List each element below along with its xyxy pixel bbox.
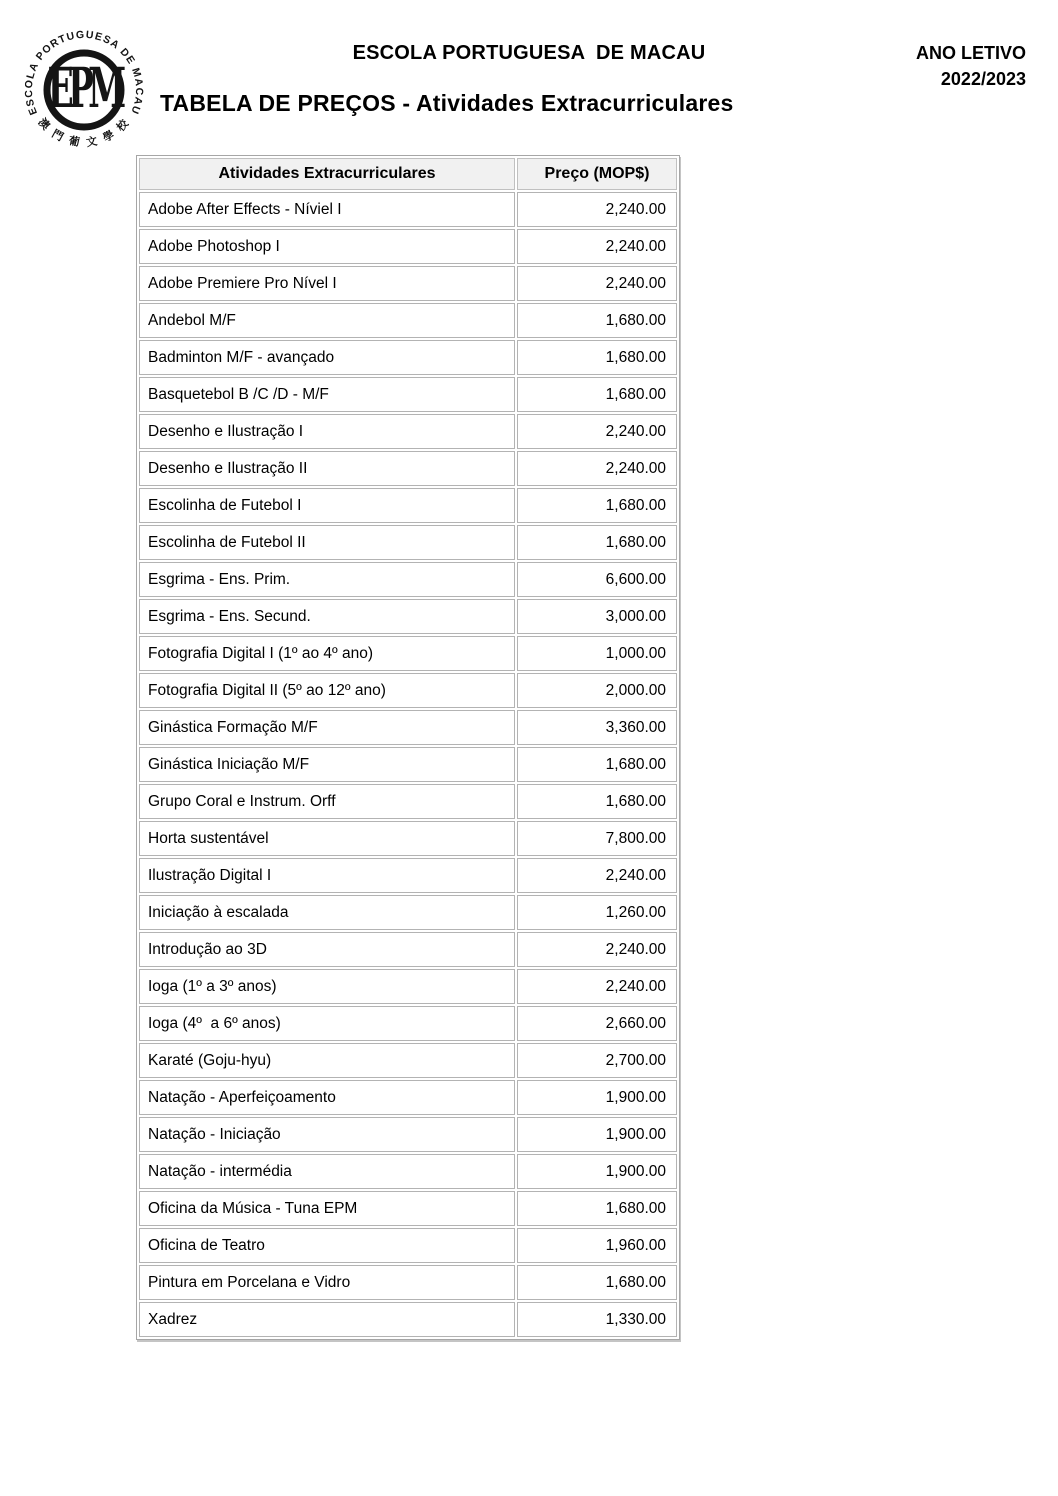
price-cell: 1,680.00 <box>517 340 677 375</box>
header-row <box>139 158 677 190</box>
table-row <box>139 1265 677 1300</box>
seal-arc-text: ESCOLA PORTUGUESA DE MACAU <box>22 28 146 117</box>
price-cell: 2,240.00 <box>517 932 677 967</box>
activity-cell: Esgrima - Ens. Prim. <box>139 562 515 597</box>
activity-cell: Ginástica Formação M/F <box>139 710 515 745</box>
price-cell: 2,000.00 <box>517 673 677 708</box>
price-cell: 1,680.00 <box>517 1191 677 1226</box>
price-cell: 1,680.00 <box>517 488 677 523</box>
price-cell: 1,680.00 <box>517 1265 677 1300</box>
price-table <box>136 155 680 1340</box>
table-row <box>139 1006 677 1041</box>
column-header-price: Preço (MOP$) <box>517 158 677 190</box>
school-year-label: ANO LETIVO <box>915 43 1026 63</box>
table-row <box>139 673 677 708</box>
table-row <box>139 303 677 338</box>
activity-cell: Adobe Photoshop I <box>139 229 515 264</box>
table-row <box>139 1302 677 1337</box>
price-cell: 2,240.00 <box>517 192 677 227</box>
table-row <box>139 488 677 523</box>
activity-cell: Adobe Premiere Pro Nível I <box>139 266 515 301</box>
activity-cell: Natação - intermédia <box>139 1154 515 1189</box>
table-row <box>139 1191 677 1226</box>
school-year-value: 2022/2023 <box>940 69 1026 89</box>
price-cell: 1,900.00 <box>517 1080 677 1115</box>
table-row <box>139 599 677 634</box>
table-row <box>139 932 677 967</box>
table-row <box>139 784 677 819</box>
price-cell: 7,800.00 <box>517 821 677 856</box>
price-cell: 2,240.00 <box>517 969 677 1004</box>
table-row <box>139 525 677 560</box>
activity-cell: Oficina da Música - Tuna EPM <box>139 1191 515 1226</box>
activity-cell: Iniciação à escalada <box>139 895 515 930</box>
school-year <box>916 40 1026 92</box>
activity-cell: Desenho e Ilustração II <box>139 451 515 486</box>
activity-cell: Ioga (1º a 3º anos) <box>139 969 515 1004</box>
activity-cell: Pintura em Porcelana e Vidro <box>139 1265 515 1300</box>
price-cell: 2,700.00 <box>517 1043 677 1078</box>
activity-cell: Oficina de Teatro <box>139 1228 515 1263</box>
price-cell: 2,240.00 <box>517 451 677 486</box>
table-row <box>139 1043 677 1078</box>
price-cell: 6,600.00 <box>517 562 677 597</box>
table-row <box>139 340 677 375</box>
table-row <box>139 969 677 1004</box>
table-row <box>139 1117 677 1152</box>
seal-chinese-text: 澳 門 葡 文 學 校 <box>35 115 133 150</box>
activity-cell: Fotografia Digital I (1º ao 4º ano) <box>139 636 515 671</box>
activity-cell: Desenho e Ilustração I <box>139 414 515 449</box>
activity-cell: Adobe After Effects - Níviel I <box>139 192 515 227</box>
table-row <box>139 858 677 893</box>
price-table-body <box>139 192 677 1337</box>
school-name: ESCOLA PORTUGUESA DE MACAU <box>352 42 706 64</box>
price-cell: 1,960.00 <box>517 1228 677 1263</box>
activity-cell: Ilustração Digital I <box>139 858 515 893</box>
activity-cell: Fotografia Digital II (5º ao 12º ano) <box>139 673 515 708</box>
activity-cell: Grupo Coral e Instrum. Orff <box>139 784 515 819</box>
table-row <box>139 562 677 597</box>
activity-cell: Horta sustentável <box>139 821 515 856</box>
price-cell: 1,330.00 <box>517 1302 677 1337</box>
activity-cell: Ginástica Iniciação M/F <box>139 747 515 782</box>
page-title: TABELA DE PREÇOS - Atividades Extracurriculares <box>160 90 734 116</box>
seal-monogram: EPM <box>47 55 121 121</box>
price-cell: 1,900.00 <box>517 1117 677 1152</box>
table-row <box>139 266 677 301</box>
table-row <box>139 895 677 930</box>
table-row <box>139 451 677 486</box>
activity-cell: Escolinha de Futebol I <box>139 488 515 523</box>
table-row <box>139 229 677 264</box>
price-cell: 1,680.00 <box>517 377 677 412</box>
table-row <box>139 747 677 782</box>
table-row <box>139 710 677 745</box>
price-cell: 1,680.00 <box>517 784 677 819</box>
activity-cell: Escolinha de Futebol II <box>139 525 515 560</box>
table-row <box>139 414 677 449</box>
price-cell: 1,680.00 <box>517 747 677 782</box>
table-row <box>139 821 677 856</box>
table-row <box>139 1080 677 1115</box>
activity-cell: Ioga (4º a 6º anos) <box>139 1006 515 1041</box>
price-cell: 2,240.00 <box>517 414 677 449</box>
activity-cell: Introdução ao 3D <box>139 932 515 967</box>
price-cell: 1,680.00 <box>517 303 677 338</box>
table-row <box>139 192 677 227</box>
activity-cell: Esgrima - Ens. Secund. <box>139 599 515 634</box>
price-cell: 2,660.00 <box>517 1006 677 1041</box>
activity-cell: Xadrez <box>139 1302 515 1337</box>
table-row <box>139 377 677 412</box>
price-cell: 2,240.00 <box>517 229 677 264</box>
price-cell: 3,360.00 <box>517 710 677 745</box>
activity-cell: Basquetebol B /C /D - M/F <box>139 377 515 412</box>
activity-cell: Natação - Iniciação <box>139 1117 515 1152</box>
price-cell: 1,260.00 <box>517 895 677 930</box>
price-cell: 2,240.00 <box>517 266 677 301</box>
price-cell: 3,000.00 <box>517 599 677 634</box>
table-row <box>139 1228 677 1263</box>
price-cell: 1,000.00 <box>517 636 677 671</box>
table-row <box>139 636 677 671</box>
price-cell: 1,680.00 <box>517 525 677 560</box>
activity-cell: Natação - Aperfeiçoamento <box>139 1080 515 1115</box>
column-header-activities: Atividades Extracurriculares <box>139 158 515 190</box>
price-cell: 2,240.00 <box>517 858 677 893</box>
table-row <box>139 1154 677 1189</box>
price-cell: 1,900.00 <box>517 1154 677 1189</box>
price-table-head <box>139 158 677 190</box>
activity-cell: Badminton M/F - avançado <box>139 340 515 375</box>
activity-cell: Andebol M/F <box>139 303 515 338</box>
activity-cell: Karaté (Goju-hyu) <box>139 1043 515 1078</box>
